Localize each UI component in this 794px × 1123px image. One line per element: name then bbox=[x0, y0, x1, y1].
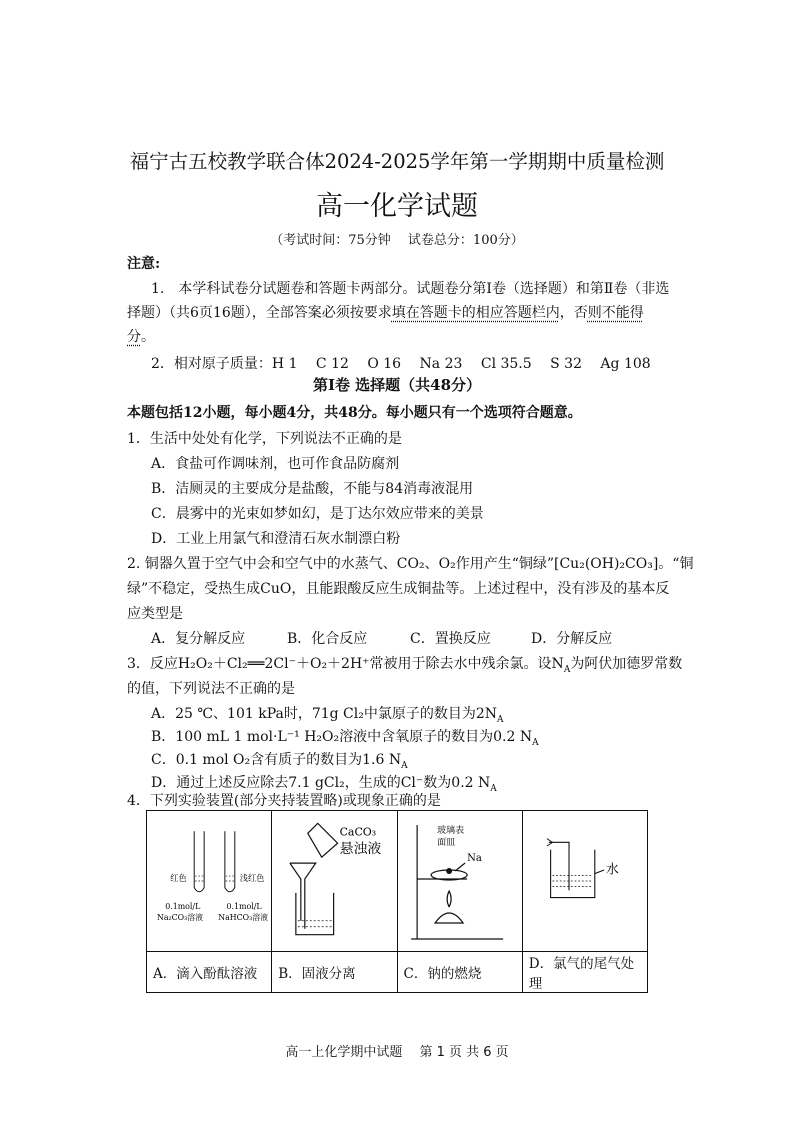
pouring-beaker bbox=[308, 823, 338, 857]
notes-heading: 注意: bbox=[127, 256, 161, 272]
watch-glass-label-1: 玻璃表 bbox=[436, 826, 464, 836]
q2-stem-line-2: 绿”不稳定，受热生成CuO，且能跟酸反应生成铜盐等。上述过程中，没有涉及的基本反 bbox=[127, 581, 670, 597]
test-tube-left bbox=[194, 831, 204, 891]
note-text: 择题）（共6页16题），全部答案必须按要求 bbox=[127, 305, 392, 321]
right-color-label: 浅红色 bbox=[239, 873, 265, 883]
page-title: 高一化学试题 bbox=[316, 191, 478, 222]
q2-option-c: C．置换反应 bbox=[410, 631, 491, 647]
note-text: ，否 bbox=[559, 305, 588, 321]
q3-option-c bbox=[151, 749, 408, 771]
page-footer: 高一上化学期中试题 第 1 页 共 6 页 bbox=[285, 1045, 509, 1060]
q4-fig-c-cell bbox=[397, 811, 522, 952]
q4-apparatus-table bbox=[146, 810, 648, 993]
left-solution: Na₂CO₃溶液 bbox=[156, 912, 203, 922]
q3-stem-text: 3．反应H₂O₂＋Cl₂══2Cl⁻＋O₂＋2H⁺常被用于除去水中残余氯。设N bbox=[127, 656, 564, 672]
q1-stem: 1．生活中处处有化学，下列说法不正确的是 bbox=[127, 431, 402, 447]
q4-option-c: C．钠的燃烧 bbox=[397, 952, 522, 993]
water-beaker bbox=[550, 850, 594, 898]
subscript: A bbox=[532, 737, 539, 748]
watch-glass-label-2: 面皿 bbox=[436, 838, 455, 848]
option-text: A．25 ℃、101 kPa时，71g Cl₂中氯原子的数目为2N bbox=[151, 706, 498, 722]
flame bbox=[447, 891, 451, 907]
q3-stem-line-2: 的值，下列说法不正确的是 bbox=[127, 681, 295, 697]
q4-fig-a-cell bbox=[147, 811, 272, 952]
q2-option-b: B．化合反应 bbox=[287, 631, 368, 647]
q3-option-b bbox=[151, 726, 539, 748]
left-color-label: 红色 bbox=[170, 873, 187, 883]
q2-option-d: D．分解反应 bbox=[531, 631, 613, 647]
suspension-label: 悬浊液 bbox=[339, 841, 382, 858]
note-1-line-2 bbox=[127, 302, 644, 322]
note-1-line-1: 1. 本学科试卷分试题卷和答题卡两部分。试题卷分第Ⅰ卷（选择题）和第Ⅱ卷（非选 bbox=[151, 281, 670, 297]
q3-stem-text: 为阿伏加德罗常数 bbox=[570, 656, 683, 672]
q4-fig-b-cell bbox=[272, 811, 397, 952]
q4-fig-d-cell bbox=[522, 811, 647, 952]
q1-option-b: B．洁厕灵的主要成分是盐酸，不能与84消毒液混用 bbox=[151, 481, 474, 497]
receiving-beaker bbox=[296, 893, 334, 935]
q3-stem-line-1 bbox=[127, 653, 682, 675]
calcium-carbonate-label: CaCO₃ bbox=[339, 825, 377, 839]
q3-option-a bbox=[151, 703, 504, 725]
tail-gas-figure bbox=[523, 811, 647, 951]
gas-delivery-tube bbox=[549, 842, 569, 890]
water-label: 水 bbox=[605, 862, 619, 878]
option-text: B．100 mL 1 mol·L⁻¹ H₂O₂溶液中含氧原子的数目为0.2 N bbox=[151, 729, 533, 745]
left-concentration: 0.1mol/L bbox=[165, 902, 201, 912]
sodium-label: Na bbox=[466, 853, 482, 864]
note-emphasis: 填在答题卡的相应答题栏内 bbox=[391, 305, 560, 321]
option-text: D．通过上述反应除去7.1 gCl₂，生成的Cl⁻数为0.2 N bbox=[151, 775, 491, 791]
note-1-line-3 bbox=[127, 326, 155, 346]
section-title: 第Ⅰ卷 选择题（共48分） bbox=[312, 376, 482, 394]
q1-option-a: A．食盐可作调味剂，也可作食品防腐剂 bbox=[151, 456, 400, 472]
subscript: A bbox=[490, 783, 497, 794]
q4-stem: 4．下列实验装置(部分夹持装置略)或现象正确的是 bbox=[127, 793, 441, 809]
alcohol-lamp bbox=[435, 913, 463, 923]
q2-option-a: A．复分解反应 bbox=[151, 631, 246, 647]
subscript: A bbox=[497, 714, 504, 725]
note-emphasis: 则不能得 bbox=[587, 305, 644, 321]
exam-info: （考试时间：75分钟 试卷总分：100分） bbox=[270, 233, 524, 248]
subscript: A bbox=[563, 664, 571, 675]
subscript: A bbox=[401, 760, 408, 771]
note-2: 2．相对原子质量：H 1 C 12 O 16 Na 23 Cl 35.5 S 32 Ag 108 bbox=[151, 356, 651, 372]
option-text: C．0.1 mol O₂含有质子的数目为1.6 N bbox=[151, 752, 402, 768]
test-tube-right bbox=[225, 831, 235, 891]
funnel bbox=[290, 863, 316, 929]
q1-option-c: C．晨雾中的光束如梦如幻，是丁达尔效应带来的美景 bbox=[151, 506, 484, 522]
note-emphasis: 分 bbox=[127, 329, 141, 345]
school-header: 福宁古五校教学联合体2024-2025学年第一学期期中质量检测 bbox=[129, 150, 665, 173]
sodium-combustion-figure bbox=[398, 811, 522, 951]
q4-option-b: B．固液分离 bbox=[272, 952, 397, 993]
section-instruction: 本题包括12小题，每小题4分，共48分。每小题只有一个选项符合题意。 bbox=[127, 405, 582, 421]
test-tubes-figure bbox=[147, 811, 271, 951]
q1-option-d: D．工业上用氯气和澄清石灰水制漂白粉 bbox=[151, 531, 401, 547]
note-text: 。 bbox=[141, 329, 155, 345]
filtration-figure bbox=[272, 811, 396, 951]
q2-stem-line-1: 2. 铜器久置于空气中会和空气中的水蒸气、CO₂、O₂作用产生“铜绿”[Cu₂(OH)₂CO₃]。“铜 bbox=[127, 556, 694, 572]
q2-stem-line-3: 应类型是 bbox=[127, 606, 183, 622]
q4-option-a: A．滴入酚酞溶液 bbox=[147, 952, 272, 993]
right-concentration: 0.1mol/L bbox=[226, 902, 262, 912]
right-solution: NaHCO₃溶液 bbox=[218, 912, 268, 922]
sodium-piece bbox=[446, 868, 452, 874]
q4-option-d: D．氯气的尾气处理 bbox=[522, 952, 647, 993]
